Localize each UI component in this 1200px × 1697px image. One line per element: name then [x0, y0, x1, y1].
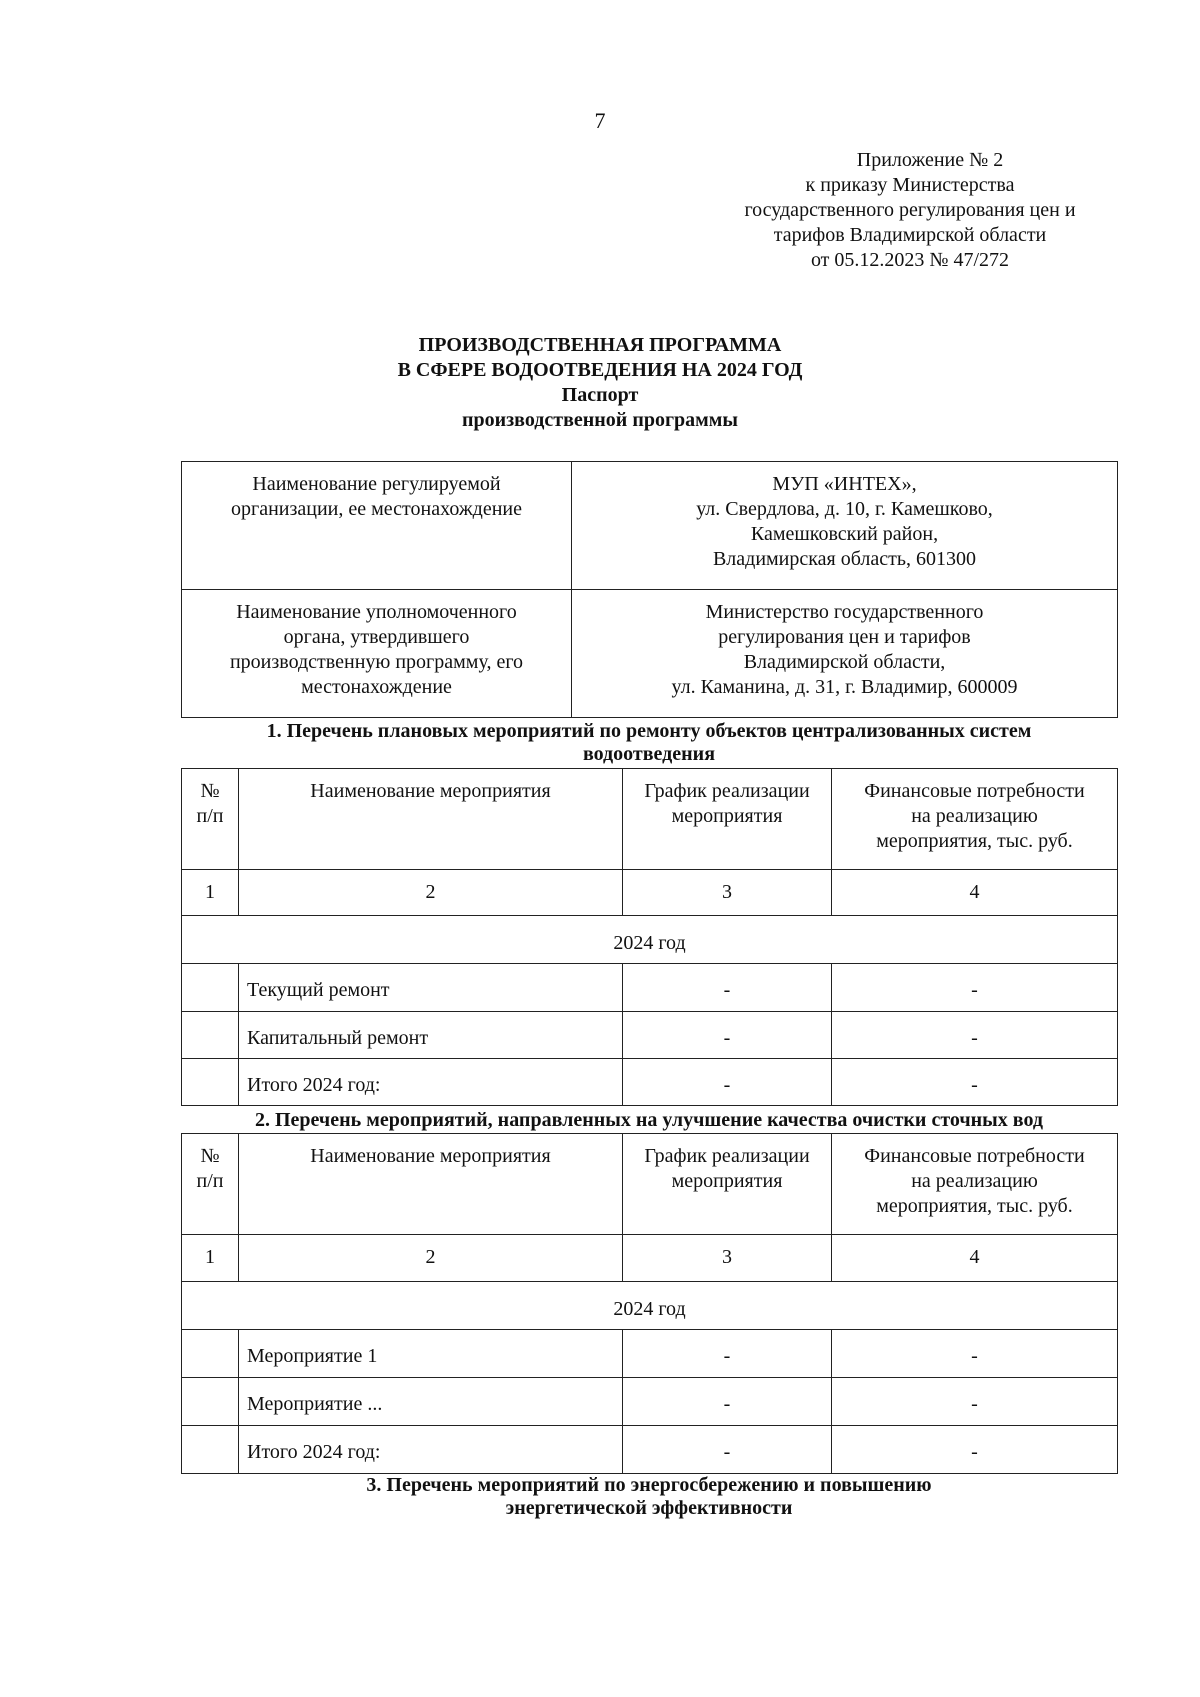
passport-table	[181, 461, 1118, 718]
year-cell: 2024 год	[182, 916, 1118, 964]
table-header-row	[182, 769, 1118, 870]
cell-line: №	[200, 780, 220, 802]
header-name: Наименование мероприятия	[239, 1134, 623, 1235]
appendix-line: государственного регулирования цен и	[744, 199, 1076, 221]
heading-line: 1. Перечень плановых мероприятий по ремонту объектов централизованных систем	[266, 720, 1032, 742]
section2-heading	[181, 1109, 1117, 1132]
cell-line: на реализацию	[911, 1170, 1038, 1192]
header-finance	[832, 1134, 1118, 1235]
column-number-row	[182, 1235, 1118, 1282]
year-row	[182, 1282, 1118, 1330]
table-row	[182, 590, 1118, 718]
title-line: производственной программы	[461, 409, 739, 431]
column-number: 3	[623, 1235, 832, 1282]
row-schedule: -	[623, 1330, 832, 1378]
row-finance: -	[832, 1426, 1118, 1474]
row-finance: -	[832, 964, 1118, 1012]
cell-line: №	[200, 1145, 220, 1167]
title-line: В СФЕРЕ ВОДООТВЕДЕНИЯ НА 2024 ГОД	[397, 359, 803, 381]
row-name: Текущий ремонт	[239, 964, 623, 1012]
cell-line: График реализации	[644, 780, 810, 802]
heading-line: энергетической эффективности	[505, 1497, 793, 1519]
heading-line: 3. Перечень мероприятий по энергосбережению и повышению	[366, 1474, 932, 1496]
cell-line: п/п	[196, 805, 224, 827]
document-title	[0, 333, 1200, 433]
heading-line: 2. Перечень мероприятий, направленных на улучшение качества очистки сточных вод	[255, 1109, 1043, 1131]
cell-line: местонахождение	[301, 676, 452, 698]
cell-line: мероприятия	[671, 805, 783, 827]
column-number: 1	[182, 870, 239, 916]
cell-line: п/п	[196, 1170, 224, 1192]
row-num	[182, 1012, 239, 1059]
cell-line: Министерство государственного	[705, 601, 984, 623]
cell-line: Наименование уполномоченного	[236, 601, 517, 623]
section1-table	[181, 768, 1118, 1106]
title-line: Паспорт	[561, 384, 639, 406]
cell-line: регулирования цен и тарифов	[718, 626, 971, 648]
row-schedule: -	[623, 1059, 832, 1106]
cell-line: МУП «ИНТЕХ»,	[772, 473, 917, 495]
appendix-line: от 05.12.2023 № 47/272	[810, 249, 1010, 271]
section2-table	[181, 1133, 1118, 1474]
cell-line: организации, ее местонахождение	[231, 498, 522, 520]
cell-line: мероприятия, тыс. руб.	[876, 830, 1073, 852]
row-finance: -	[832, 1378, 1118, 1426]
row-name: Итого 2024 год:	[239, 1426, 623, 1474]
passport-label-cell	[182, 590, 572, 718]
cell-line: на реализацию	[911, 805, 1038, 827]
heading-line: водоотведения	[582, 743, 716, 765]
header-num	[182, 1134, 239, 1235]
column-number: 4	[832, 1235, 1118, 1282]
row-num	[182, 1059, 239, 1106]
passport-label-cell	[182, 462, 572, 590]
row-name: Мероприятие ...	[239, 1378, 623, 1426]
header-finance	[832, 769, 1118, 870]
table-row	[182, 1378, 1118, 1426]
cell-line: Наименование регулируемой	[252, 473, 501, 495]
passport-value-cell	[572, 590, 1118, 718]
year-row	[182, 916, 1118, 964]
cell-line: мероприятия	[671, 1170, 783, 1192]
cell-line: Финансовые потребности	[864, 780, 1085, 802]
appendix-line: тарифов Владимирской области	[773, 224, 1047, 246]
passport-value-cell	[572, 462, 1118, 590]
page-number: 7	[594, 108, 606, 133]
cell-line: органа, утвердившего	[283, 626, 470, 648]
row-num	[182, 1330, 239, 1378]
cell-line: Камешковский район,	[750, 523, 939, 545]
row-num	[182, 964, 239, 1012]
cell-line: ул. Каманина, д. 31, г. Владимир, 600009	[671, 676, 1018, 698]
appendix-block	[700, 148, 1120, 273]
table-row	[182, 1426, 1118, 1474]
cell-line: производственную программу, его	[229, 651, 524, 673]
cell-line: График реализации	[644, 1145, 810, 1167]
cell-line: мероприятия, тыс. руб.	[876, 1195, 1073, 1217]
header-num	[182, 769, 239, 870]
table-header-row	[182, 1134, 1118, 1235]
section1-heading	[181, 720, 1117, 766]
table-row	[182, 1012, 1118, 1059]
table-row	[182, 1330, 1118, 1378]
column-number: 2	[239, 870, 623, 916]
cell-line: Финансовые потребности	[864, 1145, 1085, 1167]
row-finance: -	[832, 1059, 1118, 1106]
row-finance: -	[832, 1012, 1118, 1059]
cell-line: Владимирская область, 601300	[712, 548, 977, 570]
row-name: Мероприятие 1	[239, 1330, 623, 1378]
column-number: 4	[832, 870, 1118, 916]
year-cell: 2024 год	[182, 1282, 1118, 1330]
row-schedule: -	[623, 1378, 832, 1426]
table-row	[182, 462, 1118, 590]
title-line: ПРОИЗВОДСТВЕННАЯ ПРОГРАММА	[418, 334, 782, 356]
row-schedule: -	[623, 1012, 832, 1059]
header-schedule	[623, 769, 832, 870]
appendix-line: к приказу Министерства	[805, 174, 1015, 196]
header-name: Наименование мероприятия	[239, 769, 623, 870]
table-row	[182, 1059, 1118, 1106]
table-row	[182, 964, 1118, 1012]
column-number: 2	[239, 1235, 623, 1282]
column-number: 1	[182, 1235, 239, 1282]
column-number-row	[182, 870, 1118, 916]
header-schedule	[623, 1134, 832, 1235]
row-name: Капитальный ремонт	[239, 1012, 623, 1059]
row-finance: -	[832, 1330, 1118, 1378]
row-name: Итого 2024 год:	[239, 1059, 623, 1106]
cell-line: Владимирской области,	[743, 651, 946, 673]
row-num	[182, 1426, 239, 1474]
row-schedule: -	[623, 1426, 832, 1474]
appendix-line: Приложение № 2	[856, 149, 1004, 171]
row-num	[182, 1378, 239, 1426]
cell-line: ул. Свердлова, д. 10, г. Камешково,	[696, 498, 993, 520]
section3-heading	[181, 1474, 1117, 1520]
row-schedule: -	[623, 964, 832, 1012]
column-number: 3	[623, 870, 832, 916]
